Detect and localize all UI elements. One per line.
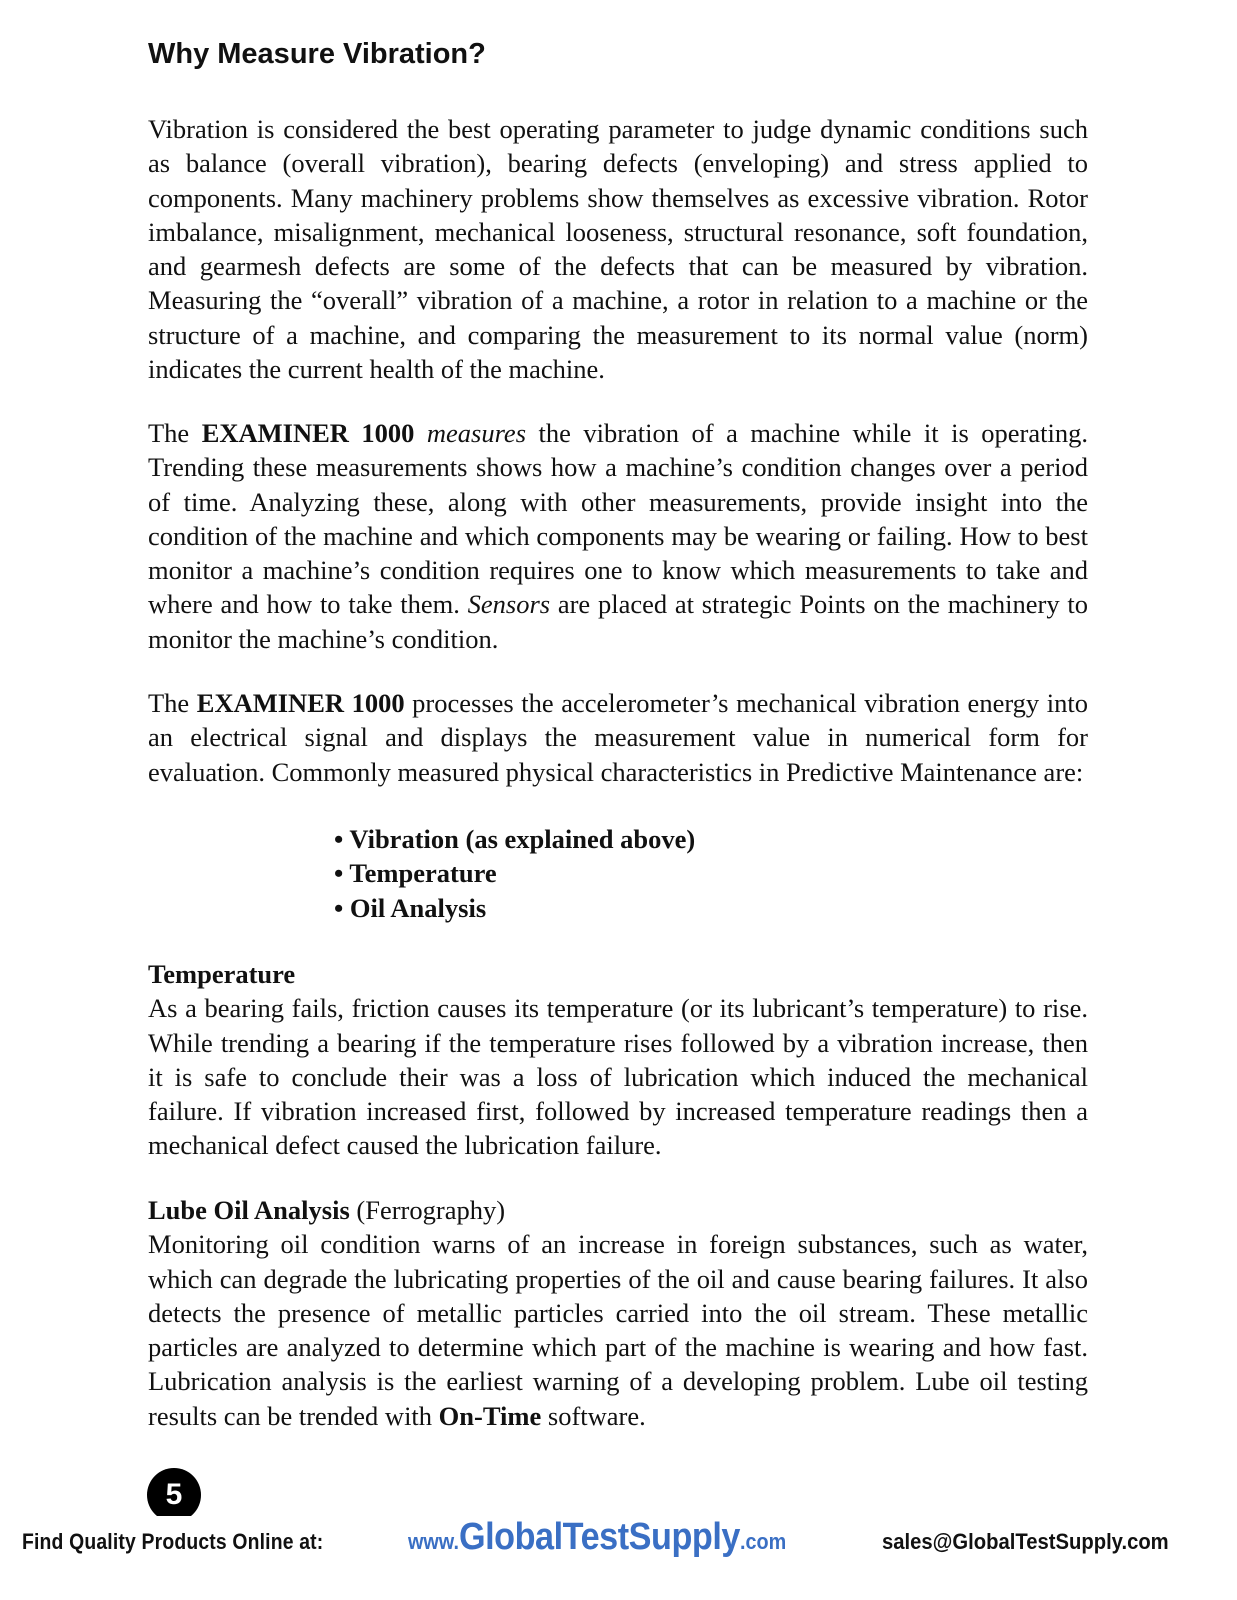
p2-text-3: the vibration of a machine while it is operating. Trending these measurements shows how a machine’s condition changes over a period of time. Analyzing these, along with other measurements, provide insight into the condition of the machine and which components may be wearing or failing. How to best monitor a machine’s condition requires one to know which measurements to take and where and how to take them.	[148, 418, 1088, 620]
page-title: Why Measure Vibration?	[148, 38, 486, 70]
temperature-section	[148, 957, 1088, 1163]
footer-com: .com	[739, 1529, 787, 1554]
sensors-emphasis: Sensors	[467, 589, 551, 620]
footer-brand: GlobalTestSupply	[458, 1516, 740, 1558]
list-item: • Oil Analysis	[334, 892, 487, 923]
list-item: • Temperature	[334, 858, 497, 889]
temperature-heading: Temperature	[148, 959, 296, 989]
characteristics-list	[334, 822, 695, 925]
lube-text-tail: software.	[541, 1400, 646, 1431]
paragraph-examiner-measures	[148, 416, 1088, 656]
p2-text-4: are placed at strategic Points on the machinery to monitor the machine’s condition.	[148, 589, 1088, 654]
product-name: EXAMINER 1000	[196, 688, 405, 718]
product-name: EXAMINER 1000	[201, 418, 415, 448]
p3-text-1: The	[148, 688, 197, 718]
lube-text: Monitoring oil condition warns of an increase in foreign substances, such as water, which can degrade the lubricating properties of the oil and cause bearing failures. It also detects the presence of metallic particles carried into the oil stream. These metallic particles are analyzed to determine which part of the machine is wearing and how fast. Lubrication analysis is the earliest warning of a developing problem. Lube oil testing results can be trended with	[148, 1229, 1088, 1431]
p2-text-1: The	[148, 418, 202, 448]
paragraph-examiner-processes	[148, 686, 1088, 789]
paragraph-why-vibration: Vibration is considered the best operating parameter to judge dynamic conditions such as balance (overall vibration), bearing defects (enveloping) and stress applied to components. Many machinery problems show themselves as excessive vibration. Rotor imbalance, misalignment, mechanical looseness, structural resonance, soft foundation, and gearmesh defects are some of the defects that can be measured by vibration. Measuring the “overall” vibration of a machine, a rotor in relation to a machine or the structure of a machine, and comparing the measurement to its normal value (norm) indicates the current health of the machine.	[148, 114, 1088, 385]
page-number-badge: 5	[147, 1468, 201, 1522]
p2-text-2	[414, 418, 426, 448]
footer-website-link[interactable]	[408, 1516, 786, 1559]
footer-email-link[interactable]: sales@GlobalTestSupply.com	[882, 1529, 1169, 1554]
software-name: On-Time	[438, 1400, 542, 1431]
temperature-text: As a bearing fails, friction causes its temperature (or its lubricant’s temperature) to rise. While trending a bearing if the temperature rises followed by a vibration increase, then it is safe to conclude their was a loss of lubrication which induced the mechanical failure. If vibration increased first, followed by increased temperature readings then a mechanical defect caused the lubrication failure.	[148, 993, 1088, 1161]
footer	[0, 1516, 1237, 1600]
list-item: • Vibration (as explained above)	[334, 824, 696, 854]
lube-subheading: (Ferrography)	[349, 1195, 506, 1225]
footer-tagline: Find Quality Products Online at:	[22, 1529, 324, 1554]
lube-oil-section	[148, 1193, 1088, 1433]
lube-heading-line	[148, 1193, 1088, 1227]
lube-heading: Lube Oil Analysis	[148, 1195, 350, 1225]
lube-text-block	[148, 1227, 1088, 1433]
measures-emphasis: measures	[426, 418, 527, 448]
p3-text-2: processes the accelerometer’s mechanical vibration energy into an electrical signal and displays the measurement value in numerical form for evaluation. Commonly measured physical characteristics in Predictive Maintenance are:	[148, 688, 1088, 787]
footer-www: www.	[408, 1529, 459, 1554]
